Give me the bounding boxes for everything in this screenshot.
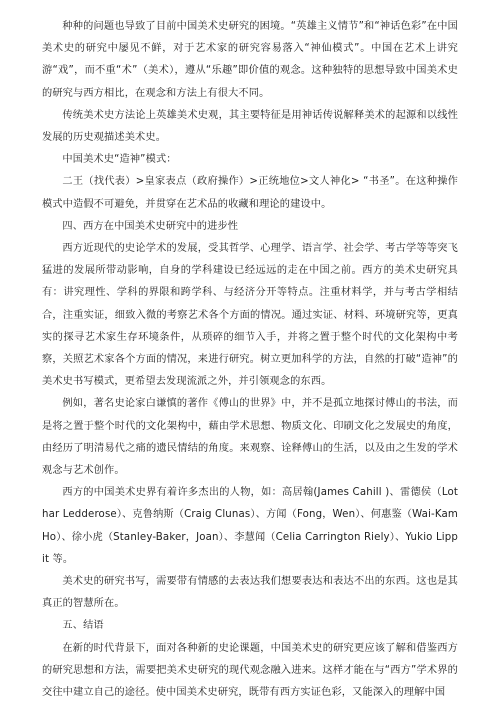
paragraph-conclusion: 在新的时代背景下，面对各种新的史论课题，中国美术史的研究更应该了解和借鉴西方的研究思想和方法，需要把美术史研究的现代观念融入进来。这样才能在与“西方”学术界的交往中建立自己的途径。使中国美术史研究，既带有西方实证色彩，又能深入的理解中国 — [42, 642, 458, 699]
section-heading-4: 四、西方在中国美术史研究中的进步性 — [62, 220, 239, 232]
section-heading-5: 五、结语 — [62, 620, 104, 632]
paragraph-hero-view: 传统美术史方法论上英雄美术史观，其主要特征是用神话传说解释美术的起源和以线性发展的历史观描述美术史。 — [42, 109, 458, 144]
paragraph-mode-chain: 二王（找代表）>皇家表点（政府操作）>正统地位>文人神化> “书圣”。在这种操作模式中造假不可避免，并贯穿在艺术品的收藏和理论的建设中。 — [42, 176, 458, 210]
paragraph-writing-emotion: 美术史的研究书写，需要带有情感的去表达我们想要表达和表达不出的东西。这也是其真正的智慧所在。 — [42, 576, 458, 610]
paragraph-western-progress: 西方近现代的史论学术的发展，受其哲学、心理学、语言学、社会学、考古学等等突飞猛进的发展所带动影响，自身的学科建设已经远远的走在中国之前。西方的美术史研究具有：讲究理性、学科的界限和跨学科、与经济分开等特点。注重材料学，并与考古学相结合，注重实证，细致入微的考察艺术各个方面的情况。通过实证、材料、环境研究等，更真实的探寻艺术家生存环境条件，从琐碎的细节入手，并将之置于整个时代的文化架构中考察，关照艺术家各个方面的情况，来进行研究。树立更加科学的方法，自然的打破“造神”的美术史书写模式，更希望去发现流派之外，并引领观念的东西。 — [42, 243, 458, 388]
paragraph-fushan-example: 例如，著名史论家白谦慎的著作《傅山的世界》中，并不是孤立地探讨傅山的书法，而是将之置于整个时代的文化架构中，藉由学术思想、物质文化、印刷文化之发展史的角度，由经历了明清易代之痛的遗民情结的角度。来观察、诠释傅山的生活，以及由之生发的学术观念与艺术创作。 — [42, 398, 458, 477]
subheading-god-making-mode: 中国美术史“造神”模式： — [62, 154, 177, 166]
paragraph-research-dilemma: 种种的问题也导致了目前中国美术史研究的困境。“英雄主义情节”和“神话色彩”在中国美术史的研究中屡见不鲜，对于艺术家的研究容易落入“神仙模式”。中国在艺术上讲究游“戏”，而不重“术”（美术），遵从“乐趣”即价值的观念。这种独特的思想导致中国美术史的研究与西方相比，在观念和方法上有很大不同。 — [42, 21, 458, 99]
paragraph-western-scholars: 西方的中国美术史界有着许多杰出的人物，如：高居翰(James Cahill )、雷德侯（Lothar Ledderose）、克鲁纳斯（Craig Clunas）、方闻（Fong，Wen）、何惠鉴（Wai-Kam Ho）、徐小虎（Stanley-Baker，Joan）、李慧闻（Celia Carrington Riely）、Yukio Lippit 等。 — [42, 487, 459, 565]
